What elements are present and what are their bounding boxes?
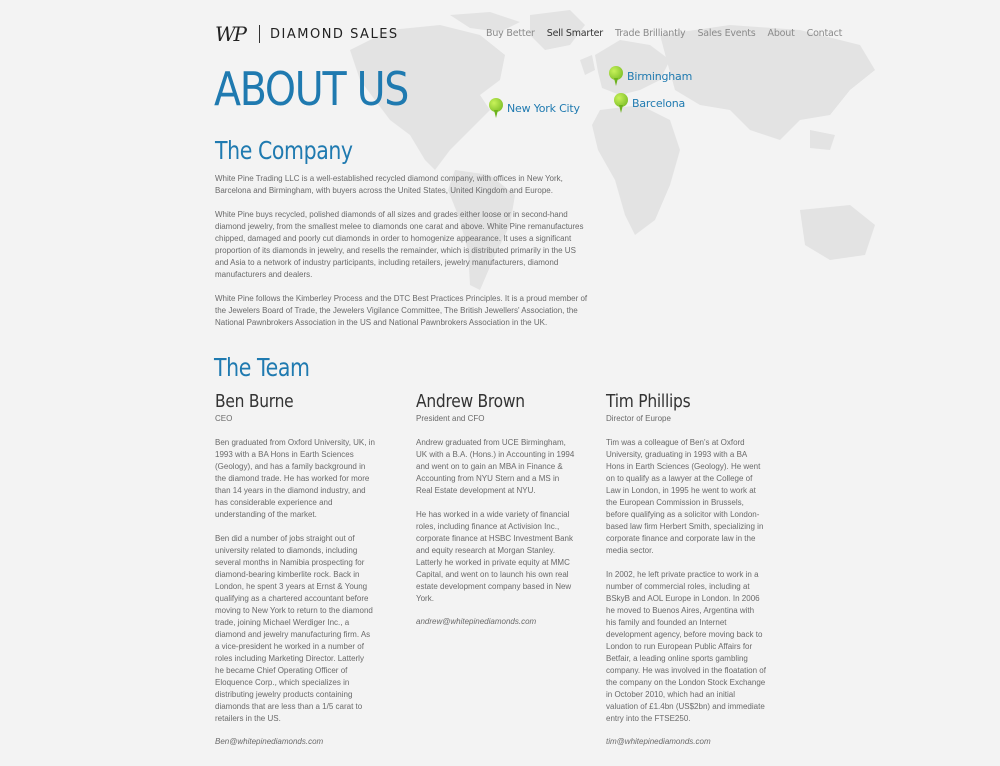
- company-text: [215, 173, 590, 341]
- bio-paragraph: In 2002, he left private practice to work in a number of commercial roles, including at BSkyB and AOL Europe in London. In 2006 he moved to Buenos Aires, Argentina with his family and founded an Internet development agency, before moving back to London to run European Public Affairs for Betfair, a leading online sports gambling company. He was involved in the floatation of the company on the London Stock Exchange in October 2010, which had an initial valuation of £1.4bn (US$2bn) and immediate entry into the FTSE250.: [606, 570, 766, 723]
- member-name: Ben Burne: [215, 391, 294, 412]
- city-marker-birmingham: [609, 66, 692, 86]
- member-email-link[interactable]: andrew@whitepinediamonds.com: [416, 617, 537, 626]
- bio-paragraph: Ben graduated from Oxford University, UK, in 1993 with a BA Hons in Earth Sciences (Geology), and has a family background in the diamond trade. He has worked for more than 14 years in the diamond industry, and has considerable experience and understanding of the market.: [215, 438, 375, 519]
- bio-paragraph: He has worked in a wide variety of financial roles, including finance at Activision Inc., corporate finance at HSBC Investment Bank and equity research at Morgan Stanley. Latterly he worked in private equity at MMC Capital, and went on to launch his own real estate development company based in New York.: [416, 510, 573, 603]
- nav-contact[interactable]: Contact: [806, 28, 843, 39]
- member-role: CEO: [215, 414, 233, 423]
- member-role: President and CFO: [416, 414, 485, 423]
- bio-paragraph: Andrew graduated from UCE Birmingham, UK with a B.A. (Hons.) in Accounting in 1994 and went on to gain an MBA in Finance & Accounting from NYU Stern and a MS in Real Estate development at NYU.: [416, 438, 575, 495]
- company-heading: The Company: [215, 136, 353, 165]
- member-bio: [215, 437, 375, 725]
- member-name: Andrew Brown: [416, 391, 525, 412]
- logo-text: DIAMOND SALES: [270, 26, 399, 42]
- company-paragraph: White Pine Trading LLC is a well-established recycled diamond company, with offices in New York, Barcelona and Birmingham, with buyers across the United States, United Kingdom and Europe.: [215, 174, 563, 195]
- bio-paragraph: Tim was a colleague of Ben's at Oxford University, graduating in 1993 with a BA Hons in Earth Sciences (Geology). He went on to qualify as a lawyer at the College of Law in London, in 1995 he went to work at the European Commission in Brussels, before qualifying as a solicitor with London-based law firm Herbert Smith, specializing in corporate finance and corporate law in the media sector.: [606, 438, 764, 555]
- member-email-link[interactable]: Ben@whitepinediamonds.com: [215, 737, 324, 746]
- team-member-ben-burne: [215, 391, 375, 746]
- nav-sales-events[interactable]: Sales Events: [697, 28, 756, 39]
- member-bio: [606, 437, 766, 725]
- company-paragraph: White Pine follows the Kimberley Process and the DTC Best Practices Principles. It is a proud member of the Jewelers Board of Trade, the Jewelers Vigilance Committee, The British Jewellers' Association, the National Pawnbrokers Association in the US and National Pawnbrokers Association in the UK.: [215, 294, 588, 327]
- nav-trade-brilliantly[interactable]: Trade Brilliantly: [615, 28, 686, 39]
- bio-paragraph: Ben did a number of jobs straight out of university related to diamonds, including several months in Namibia prospecting for diamond-bearing kimberlite rock. Back in London, he spent 3 years at Ernst & Young qualifying as a chartered accountant before moving to New York to return to the diamond trade, joining Michael Werdiger Inc., a diamond and jewelry manufacturing firm. As a vice-president he worked in a number of roles including Marketing Director. Latterly he became Chief Operating Officer of Eloquence Corp., which specializes in distributing jewelry products containing diamonds that are less than a 1/5 carat to retailers in the US.: [215, 534, 373, 723]
- logo[interactable]: [215, 22, 399, 46]
- logo-divider: [259, 25, 260, 43]
- map-pin-icon: [614, 93, 628, 113]
- nav-about[interactable]: About: [767, 28, 795, 39]
- team-heading: The Team: [214, 353, 310, 382]
- city-marker-new-york: [489, 98, 580, 118]
- map-pin-icon: [489, 98, 503, 118]
- city-marker-barcelona: [614, 93, 685, 113]
- nav-buy-better[interactable]: Buy Better: [486, 28, 535, 39]
- member-role: Director of Europe: [606, 414, 671, 423]
- team-member-andrew-brown: [416, 391, 576, 626]
- page-title: ABOUT US: [214, 62, 409, 116]
- team-member-tim-phillips: [606, 391, 766, 746]
- logo-mark: WP: [215, 22, 246, 46]
- member-bio: [416, 437, 576, 605]
- member-email-link[interactable]: tim@whitepinediamonds.com: [606, 737, 711, 746]
- city-label: Birmingham: [627, 69, 693, 83]
- map-pin-icon: [609, 66, 623, 86]
- nav-sell-smarter[interactable]: Sell Smarter: [546, 28, 604, 39]
- main-nav: [486, 28, 842, 39]
- city-label: New York City: [507, 101, 580, 115]
- company-paragraph: White Pine buys recycled, polished diamonds of all sizes and grades either loose or in second-hand diamond jewelry, from the smallest melee to diamonds one carat and above. White Pine remanufactures chipped, damaged and poorly cut diamonds in order to homogenize appearance. It uses a significant proportion of its diamonds in jewelry, and resells the remainder, which is distributed primarily in the US and Asia to a network of industry participants, including retailers, jewelry manufacturers, diamond manufacturers and dealers.: [215, 210, 584, 279]
- city-label: Barcelona: [632, 96, 686, 110]
- member-name: Tim Phillips: [606, 391, 691, 412]
